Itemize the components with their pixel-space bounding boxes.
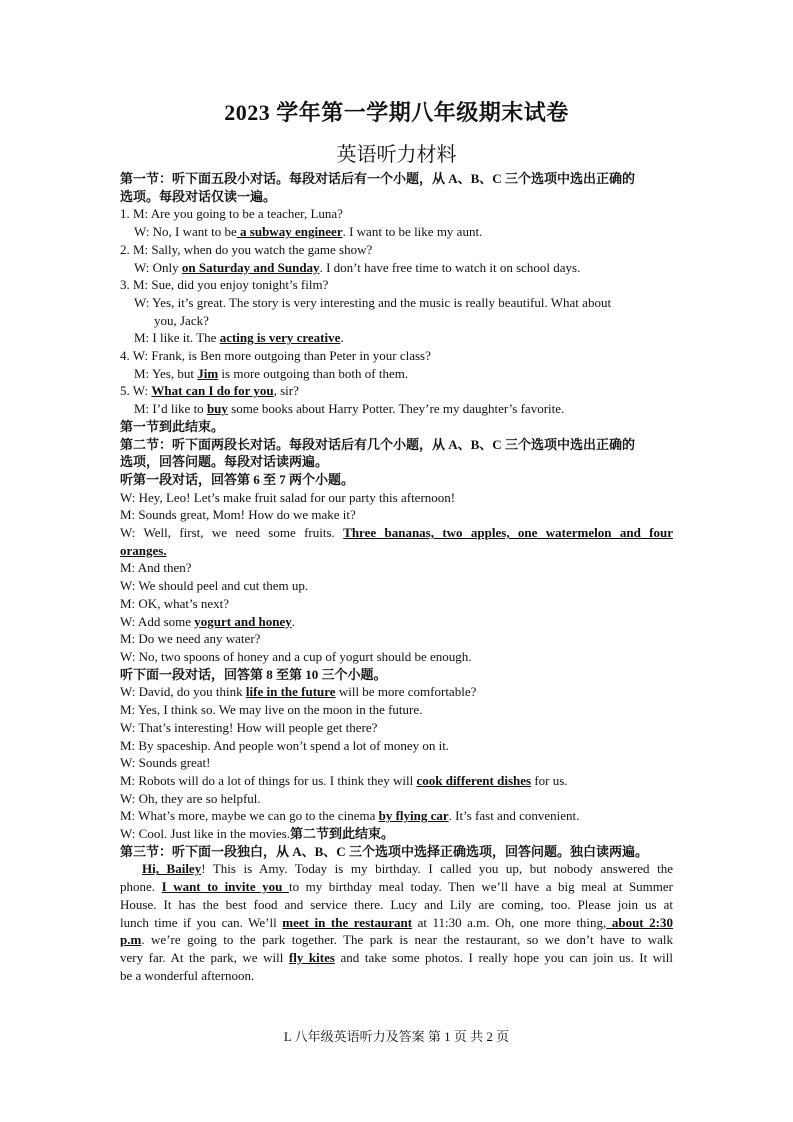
- page-title: 2023 学年第一学期八年级期末试卷: [224, 100, 569, 125]
- dialogue-line: W: That’s interesting! How will people get there?: [120, 719, 378, 735]
- dialogue-line: W: We should peel and cut them up.: [120, 578, 309, 594]
- section3-heading: 第三节：听下面一段独白，从 A、B、C 三个选项中选择正确选项，回答问题。独白读两遍。: [120, 843, 648, 859]
- answer-keyword: Jim: [197, 365, 219, 381]
- page-subtitle: 英语听力材料: [336, 144, 457, 166]
- page-footer: L 八年级英语听力及答案 第 1 页 共 2 页: [283, 1029, 510, 1044]
- monologue-line: very far. At the park, we will fly kites and take some photos. I really hope you can join us. It will: [120, 949, 673, 965]
- section1-heading-cont: 选项。每段对话仅读一遍。: [120, 188, 277, 204]
- answer-keyword: Hi, Bailey: [142, 861, 202, 877]
- dialogue1-heading: 听第一段对话，回答第 6 至 7 两个小题。: [120, 471, 355, 487]
- answer-keyword: buy: [206, 401, 228, 417]
- dialogue2-heading: 听下面一段对话，回答第 8 至第 10 三个小题。: [120, 666, 387, 682]
- answer-keyword: acting is very creative: [219, 330, 341, 346]
- dialogue-line: W: Add some yogurt and honey.: [120, 613, 296, 629]
- dialogue-line: W: Yes, it’s great. The story is very interesting and the music is really beautiful. What about: [134, 294, 612, 310]
- answer-keyword: about 2:30: [606, 914, 673, 930]
- dialogue-line: 4. W: Frank, is Ben more outgoing than Peter in your class?: [120, 348, 431, 364]
- dialogue-line: M: OK, what’s next?: [120, 595, 230, 611]
- dialogue-line: 2. M: Sally, when do you watch the game show?: [120, 241, 373, 257]
- dialogue-line: W: Hey, Leo! Let’s make fruit salad for our party this afternoon!: [120, 489, 456, 505]
- answer-keyword: Three bananas, two apples, one watermelon and four: [343, 525, 673, 541]
- answer-keyword: meet in the restaurant: [282, 914, 413, 930]
- dialogue-line: M: Do we need any water?: [120, 631, 261, 647]
- dialogue-line: W: No, I want to be a subway engineer. I want to be like my aunt.: [134, 224, 483, 240]
- answer-keyword: What can I do for you: [151, 383, 274, 399]
- answer-keyword: life in the future: [245, 684, 336, 700]
- dialogue-line: W: Oh, they are so helpful.: [120, 790, 261, 806]
- answer-keyword: oranges.: [120, 542, 167, 558]
- dialogue-line: M: I like it. The acting is very creative.: [134, 330, 344, 346]
- dialogue-line: M: Yes, I think so. We may live on the moon in the future.: [120, 702, 423, 718]
- answer-keyword: fly kites: [288, 949, 335, 965]
- dialogue-line: 3. M: Sue, did you enjoy tonight’s film?: [120, 277, 329, 293]
- dialogue-line: M: By spaceship. And people won’t spend a lot of money on it.: [120, 737, 450, 753]
- dialogue-line: M: And then?: [120, 560, 192, 576]
- answer-keyword: cook different dishes: [416, 772, 532, 788]
- dialogue-line: W: No, two spoons of honey and a cup of yogurt should be enough.: [120, 648, 472, 664]
- dialogue-line: W: David, do you think life in the future will be more comfortable?: [120, 684, 477, 700]
- dialogue-line: M: Robots will do a lot of things for us. I think they will cook different dishes for us.: [120, 772, 568, 788]
- answer-keyword: a subway engineer: [236, 224, 343, 240]
- section2-heading-cont: 选项，回答问题。每段对话读两遍。: [120, 454, 329, 470]
- dialogue-line: M: What’s more, maybe we can go to the cinema by flying car. It’s fast and convenient.: [120, 808, 580, 824]
- answer-keyword: by flying car: [378, 808, 449, 824]
- section1-end: 第一节到此结束。: [120, 418, 225, 434]
- dialogue-line: W: Cool. Just like in the movies.第二节到此结束。: [120, 826, 394, 842]
- dialogue-line: [120, 542, 673, 560]
- monologue-line: be a wonderful afternoon.: [120, 967, 255, 983]
- section1-heading: 第一节：听下面五段小对话。每段对话后有一个小题，从 A、B、C 三个选项中选出正确的: [120, 171, 635, 186]
- dialogue-line: M: I’d like to buy some books about Harry Potter. They’re my daughter’s favorite.: [134, 401, 565, 417]
- monologue-line: p.m. we’re going to the park together. The park is near the restaurant, so we don’t have to walk: [120, 932, 673, 948]
- listening-script: [120, 170, 673, 984]
- section2-end: 第二节到此结束。: [289, 826, 394, 842]
- dialogue-line: W: Sounds great!: [120, 755, 211, 771]
- dialogue-line: 5. W: What can I do for you, sir?: [120, 383, 299, 399]
- monologue-line: phone. I want to invite you to my birthday meal today. Then we’ll have a big meal at Summer: [120, 879, 673, 895]
- dialogue-line: W: Only on Saturday and Sunday. I don’t have free time to watch it on school days.: [134, 259, 581, 275]
- answer-keyword: on Saturday and Sunday: [181, 259, 320, 275]
- section2-heading: 第二节：听下面两段长对话。每段对话后有几个小题，从 A、B、C 三个选项中选出正确的: [120, 436, 635, 452]
- answer-keyword: p.m: [120, 932, 142, 948]
- dialogue-line: you, Jack?: [154, 312, 209, 328]
- monologue-line: House. It has the best food and service there. Lucy and Lily are coming, too. Please join us at: [120, 896, 673, 912]
- monologue-line: lunch time if you can. We’ll meet in the restaurant at 11:30 a.m. Oh, one more thing, about 2:30: [120, 914, 673, 930]
- answer-keyword: I want to invite you: [161, 879, 289, 895]
- answer-keyword: yogurt and honey: [194, 613, 292, 629]
- dialogue-line: M: Yes, but Jim is more outgoing than both of them.: [134, 365, 409, 381]
- dialogue-line: W: Well, first, we need some fruits. Three bananas, two apples, one watermelon and four: [120, 525, 673, 541]
- dialogue-line: M: Sounds great, Mom! How do we make it?: [120, 507, 356, 523]
- dialogue-line: 1. M: Are you going to be a teacher, Luna?: [120, 206, 343, 222]
- monologue-line: Hi, Bailey! This is Amy. Today is my birthday. I called you up, but nobody answered the: [142, 861, 673, 877]
